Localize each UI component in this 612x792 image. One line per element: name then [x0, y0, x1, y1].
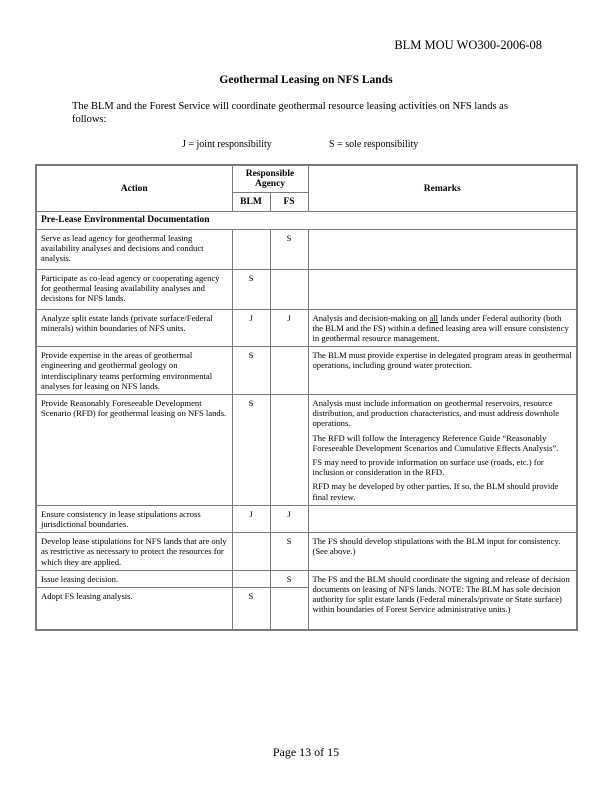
table-row: [36, 229, 577, 269]
remarks-cell: The FS should develop stipulations with the BLM input for consistency. (See above.): [308, 533, 577, 571]
table-row: [36, 395, 577, 506]
remarks-paragraph: RFD may be developed by other parties. If so, the BLM should provide final review.: [312, 481, 559, 502]
action-cell: Develop lease stipulations for NFS lands that are only as restrictive as necessary to protect the resources for which they are applied.: [36, 533, 232, 571]
column-header-remarks: Remarks: [308, 165, 577, 212]
table-row: [36, 505, 577, 532]
action-cell: Participate as co-lead agency or cooperating agency for geothermal leasing availability analyses and decisions for NFS lands.: [36, 269, 232, 309]
column-header-action: Action: [36, 165, 232, 212]
remarks-paragraph: The RFD will follow the Interagency Reference Guide “Reasonably Foreseeable Development Scenarios and Cumulative Effects Analysis”.: [312, 432, 559, 453]
fs-cell: S: [270, 229, 308, 269]
table-row: [36, 309, 577, 347]
fs-cell: S: [270, 570, 308, 587]
fs-cell: [270, 395, 308, 506]
blm-cell: J: [232, 309, 270, 347]
blm-cell: S: [232, 347, 270, 395]
document-id: BLM MOU WO300-2006-08: [394, 38, 542, 52]
remarks-cell: [308, 309, 577, 347]
responsibility-table: [35, 164, 578, 631]
legend-joint: J = joint responsibility: [182, 139, 272, 150]
page-title: Geothermal Leasing on NFS Lands: [219, 74, 393, 86]
action-cell: Adopt FS leasing analysis.: [36, 588, 232, 630]
blm-cell: S: [232, 269, 270, 309]
remarks-cell: The BLM must provide expertise in delegated program areas in geothermal operations, including ground water protection.: [308, 347, 577, 395]
blm-cell: S: [232, 395, 270, 506]
page-number: Page 13 of 15: [272, 745, 340, 759]
blm-cell: [232, 570, 270, 587]
column-header-fs: FS: [270, 193, 308, 212]
fs-cell: [270, 588, 308, 630]
remarks-text: lands under Federal authority (both the BLM and the FS) within a defined leasing area will ensure consistency in geothermal resource management.: [312, 312, 569, 344]
action-cell: Serve as lead agency for geothermal leasing availability analyses and decisions and conduct analysis.: [36, 229, 232, 269]
blm-cell: [232, 229, 270, 269]
remarks-text: Analysis and decision-making on: [312, 312, 430, 323]
table-row: [36, 570, 577, 587]
remarks-cell: [308, 505, 577, 532]
column-header-blm: BLM: [232, 193, 270, 212]
fs-cell: [270, 269, 308, 309]
action-cell: Provide Reasonably Foreseeable Development Scenario (RFD) for geothermal leasing on NFS lands.: [36, 395, 232, 506]
blm-cell: J: [232, 505, 270, 532]
remarks-cell: [308, 269, 577, 309]
intro-paragraph: The BLM and the Forest Service will coordinate geothermal resource leasing activities on NFS lands as follows:: [72, 101, 508, 125]
fs-cell: J: [270, 505, 308, 532]
remarks-paragraph: Analysis must include information on geothermal reservoirs, resource distribution, and production characteristics, and must address downhole operations.: [312, 398, 560, 429]
remarks-underlined-word: all: [429, 312, 439, 323]
blm-cell: S: [232, 588, 270, 630]
remarks-cell: [308, 229, 577, 269]
section-heading: Pre-Lease Environmental Documentation: [36, 212, 577, 229]
remarks-cell: The FS and the BLM should coordinate the signing and release of decision documents on leasing of NFS lands. NOTE: The BLM has sole decision authority for split estate lands (Federal minerals/private or State surface) within boundaries of Forest Service administrative units.): [308, 570, 577, 629]
fs-cell: J: [270, 309, 308, 347]
column-header-agency: Responsible Agency: [232, 165, 308, 193]
action-cell: Ensure consistency in lease stipulations across jurisdictional boundaries.: [36, 505, 232, 532]
remarks-paragraph: FS may need to provide information on surface use (roads, etc.) for inclusion or consideration in the RFD.: [312, 457, 544, 478]
table-row: [36, 347, 577, 395]
table-row: [36, 533, 577, 571]
blm-cell: [232, 533, 270, 571]
fs-cell: [270, 347, 308, 395]
fs-cell: S: [270, 533, 308, 571]
section-row: [36, 212, 577, 229]
action-cell: Provide expertise in the areas of geothermal engineering and geothermal geology on interdisciplinary teams performing environmental analyses for leasing on NFS lands.: [36, 347, 232, 395]
action-cell: Issue leasing decision.: [36, 570, 232, 587]
remarks-cell: [308, 395, 577, 506]
table-row: [36, 269, 577, 309]
legend-sole: S = sole responsibility: [329, 139, 419, 150]
action-cell: Analyze split estate lands (private surface/Federal minerals) within boundaries of NFS units.: [36, 309, 232, 347]
